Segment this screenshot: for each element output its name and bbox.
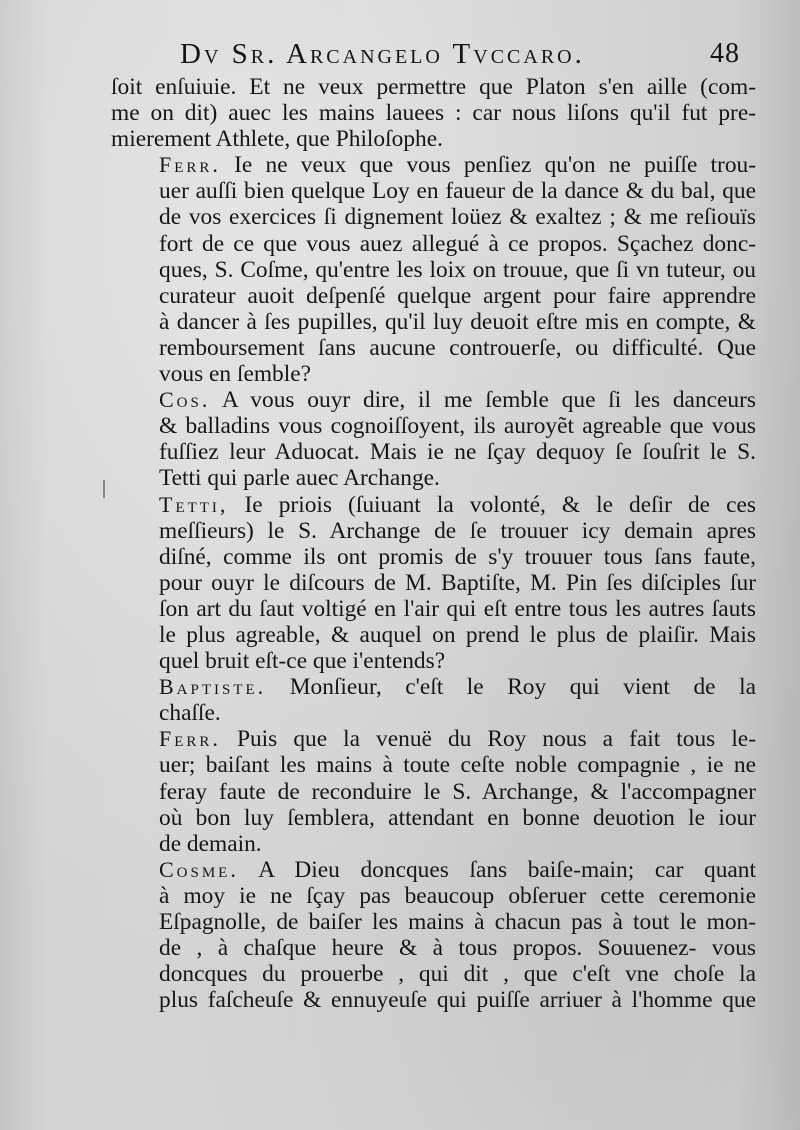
paragraph-cosme <box>111 857 756 1014</box>
text-line-content: Monſieur, c'eſt le Roy qui vient de la <box>289 674 756 701</box>
text-line: où bon luy ſemblera, attendant en bonne deuotion le iour <box>159 804 756 831</box>
text-line: feray faute de reconduire le S. Archange, & l'accompagner <box>159 778 756 805</box>
paragraph-ferr-2 <box>111 726 756 856</box>
paragraph-baptiste <box>111 674 756 726</box>
text-line: fort de ce que vous auez allegué à ce propos. Sçachez donc- <box>159 230 756 257</box>
text-line: remboursement ſans aucune controuerſe, ou difficulté. Que <box>159 334 756 361</box>
text-line: de , à chaſque heure & à tous propos. Souuenez- vous <box>159 935 756 962</box>
text-line: plus faſcheuſe & ennuyeuſe qui puiſſe arriuer à l'homme que <box>159 987 756 1014</box>
text-line: uer auſſi bien quelque Loy en faueur de la dance & du bal, que <box>159 178 756 205</box>
text-line: vous en ſemble? <box>159 361 311 388</box>
speaker-name: Baptiste. <box>159 674 267 700</box>
margin-mark <box>103 480 105 498</box>
text-line: pour ouyr le diſcours de M. Baptiſte, M. Pin ſes diſciples ſur <box>159 569 756 596</box>
speaker-name: Tetti, <box>159 491 229 517</box>
running-title: Dv Sr. Arcangelo Tvccaro. <box>180 38 585 70</box>
text-line: diſné, comme ils ont promis de s'y trouuer tous ſans faute, <box>159 543 756 570</box>
text-line: fuſſiez leur Aduocat. Mais ie ne ſçay dequoy ſe ſouſrit le S. <box>159 439 756 466</box>
text-line <box>111 492 756 518</box>
text-line: de vos exercices ſi dignement loüez & exaltez ; & me reſiouïs <box>159 204 756 231</box>
text-line: quel bruit eſt-ce que i'entends? <box>159 648 446 675</box>
text-line: ſon art du ſaut voltigé en l'air qui eſt entre tous les autres ſauts <box>159 595 756 622</box>
text-line: uer; baiſant les mains à toute ceſte noble compagnie , ie ne <box>159 752 756 779</box>
text-line-content: Puis que la venuë du Roy nous a fait tous le- <box>236 726 756 753</box>
running-head <box>180 38 770 78</box>
speaker-name: Cos. <box>159 387 211 413</box>
paragraph-ferr-1 <box>111 152 756 387</box>
paragraph-tetti <box>111 492 756 675</box>
text-line: ſoit enſuiuie. Et ne veux permettre que Platon s'en aille (com- <box>111 74 756 100</box>
text-line: Tetti qui parle auec Archange. <box>159 465 440 492</box>
text-line: à dancer à ſes pupilles, qu'il luy deuoit eſtre mis en compte, & <box>159 308 756 335</box>
speaker-name: Ferr. <box>159 152 221 178</box>
paragraph-continuation <box>111 74 756 152</box>
text-line: mierement Athlete, que Philoſophe. <box>111 126 443 153</box>
text-line: & balladins vous cognoiſſoyent, ils auroyẽt agreable que vous <box>159 413 756 440</box>
text-line: chaſſe. <box>159 700 221 727</box>
text-line: me on dit) auec les mains lauees : car nous liſons qu'il fut pre- <box>111 100 756 127</box>
text-line-content: Ie priois (ſuiuant la volonté, & le deſir de ces <box>244 491 756 518</box>
page-number: 48 <box>710 38 740 69</box>
body-text <box>111 74 756 1013</box>
text-line <box>111 152 756 178</box>
speaker-name: Cosme. <box>159 856 239 882</box>
paragraph-cos <box>111 387 756 491</box>
text-line <box>111 674 756 700</box>
text-line-content: A vous ouyr dire, il me ſemble que ſi les danceurs <box>221 387 756 414</box>
text-line <box>111 387 756 413</box>
text-line-content: Ie ne veux que vous penſiez qu'on ne puiſſe trou- <box>234 152 756 179</box>
text-line: Eſpagnolle, de baiſer les mains à chacun pas à tout le mon- <box>159 909 756 935</box>
text-line <box>111 857 756 883</box>
text-line: ques, S. Coſme, qu'entre les loix on trouue, que ſi vn tuteur, ou <box>159 256 756 283</box>
text-line: doncques du prouerbe , qui dit , que c'eſt vne choſe la <box>159 961 756 988</box>
text-line <box>111 726 756 752</box>
text-line: meſſieurs) le S. Archange de ſe trouuer icy demain apres <box>159 517 756 544</box>
text-line: à moy ie ne ſçay pas beaucoup obſeruer cette ceremonie <box>159 882 756 909</box>
speaker-name: Ferr. <box>159 726 221 752</box>
text-line: de demain. <box>159 830 262 857</box>
text-line-content: A Dieu doncques ſans baiſe-main; car quant <box>258 856 756 883</box>
text-line: le plus agreable, & auquel on prend le plus de plaiſir. Mais <box>159 621 756 648</box>
text-line: curateur auoit deſpenſé quelque argent pour faire apprendre <box>159 282 756 309</box>
